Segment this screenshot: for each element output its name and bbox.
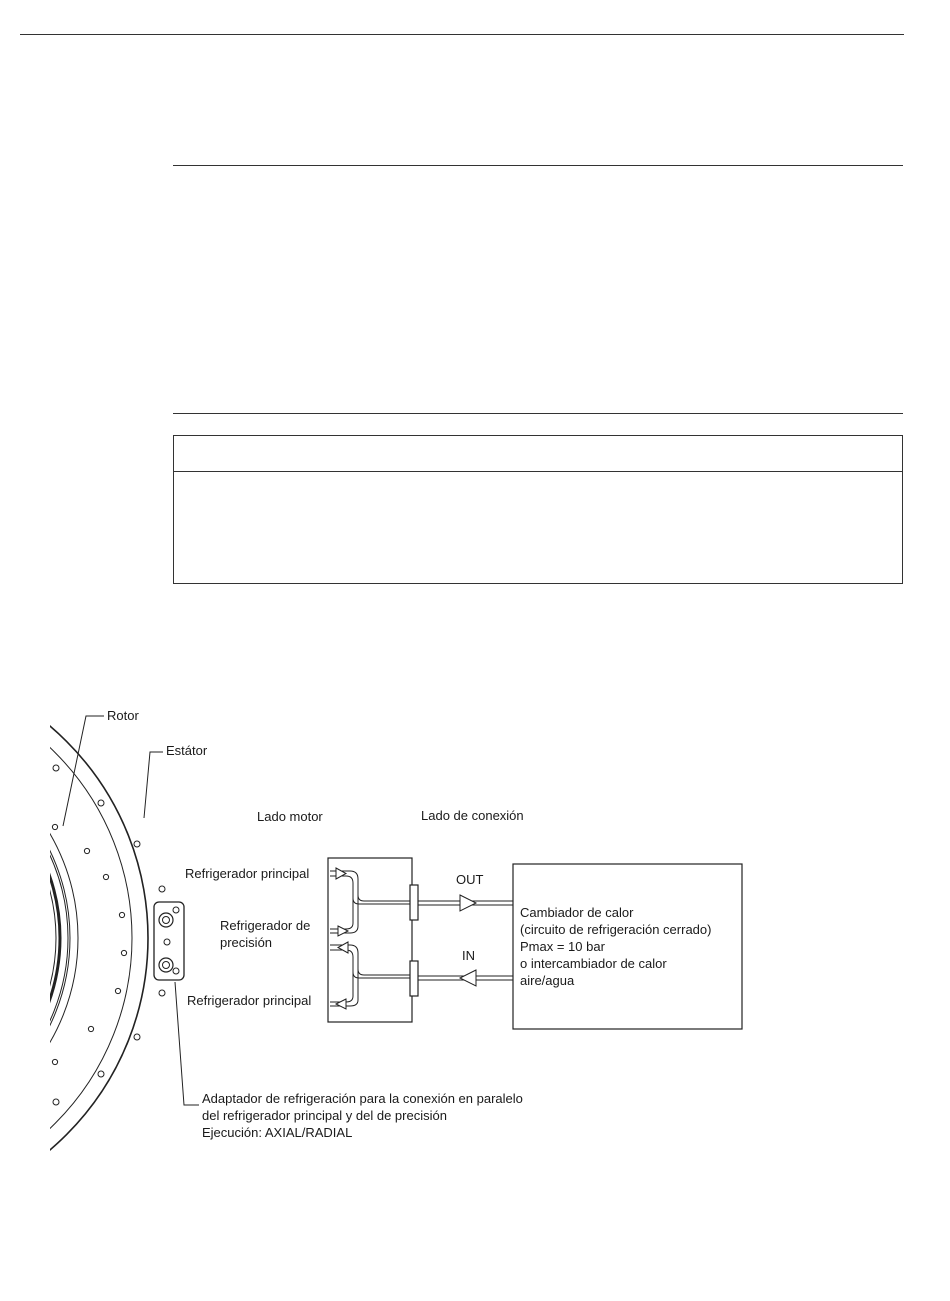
heat-exchanger-line-5: aire/agua (520, 973, 575, 988)
rotor-ring (0, 730, 78, 1146)
heat-exchanger-line-2: (circuito de refrigeración cerrado) (520, 922, 712, 937)
precision-cooler-label-line2: precisión (220, 935, 273, 950)
heat-exchanger-line-1: Cambiador de calor (520, 905, 634, 920)
out-label: OUT (456, 872, 484, 887)
motor-side-label: Lado motor (257, 809, 323, 824)
heat-exchanger-line-4: o intercambiador de calor (520, 956, 667, 971)
in-label: IN (462, 948, 475, 963)
stator-outer-circle (0, 660, 148, 1216)
precision-cooler-label-line1: Refrigerador de (220, 918, 311, 933)
adapter-label-line-1: Adaptador de refrigeración para la conexión en paralelo (202, 1091, 523, 1106)
main-cooler-top-label: Refrigerador principal (185, 866, 310, 881)
rotor-label: Rotor (107, 708, 139, 723)
connection-side-label: Lado de conexión (421, 808, 524, 823)
adapter-label-line-3: Ejecución: AXIAL/RADIAL (202, 1125, 353, 1140)
bore-outer (0, 740, 68, 1136)
connection-block (328, 858, 418, 1022)
heat-exchanger-line-3: Pmax = 10 bar (520, 939, 605, 954)
main-cooler-bottom-label: Refrigerador principal (187, 993, 312, 1008)
out-arrow (460, 895, 476, 911)
stator-leader (144, 752, 163, 818)
adapter-label-line-2: del refrigerador principal y del de precisión (202, 1108, 447, 1123)
in-arrow (460, 970, 476, 986)
rotor-outer-circle (0, 676, 132, 1200)
bore-thick (0, 748, 60, 1128)
cooling-adapter (154, 902, 184, 980)
bore-inner (0, 752, 56, 1124)
stator-label: Estátor (166, 743, 208, 758)
